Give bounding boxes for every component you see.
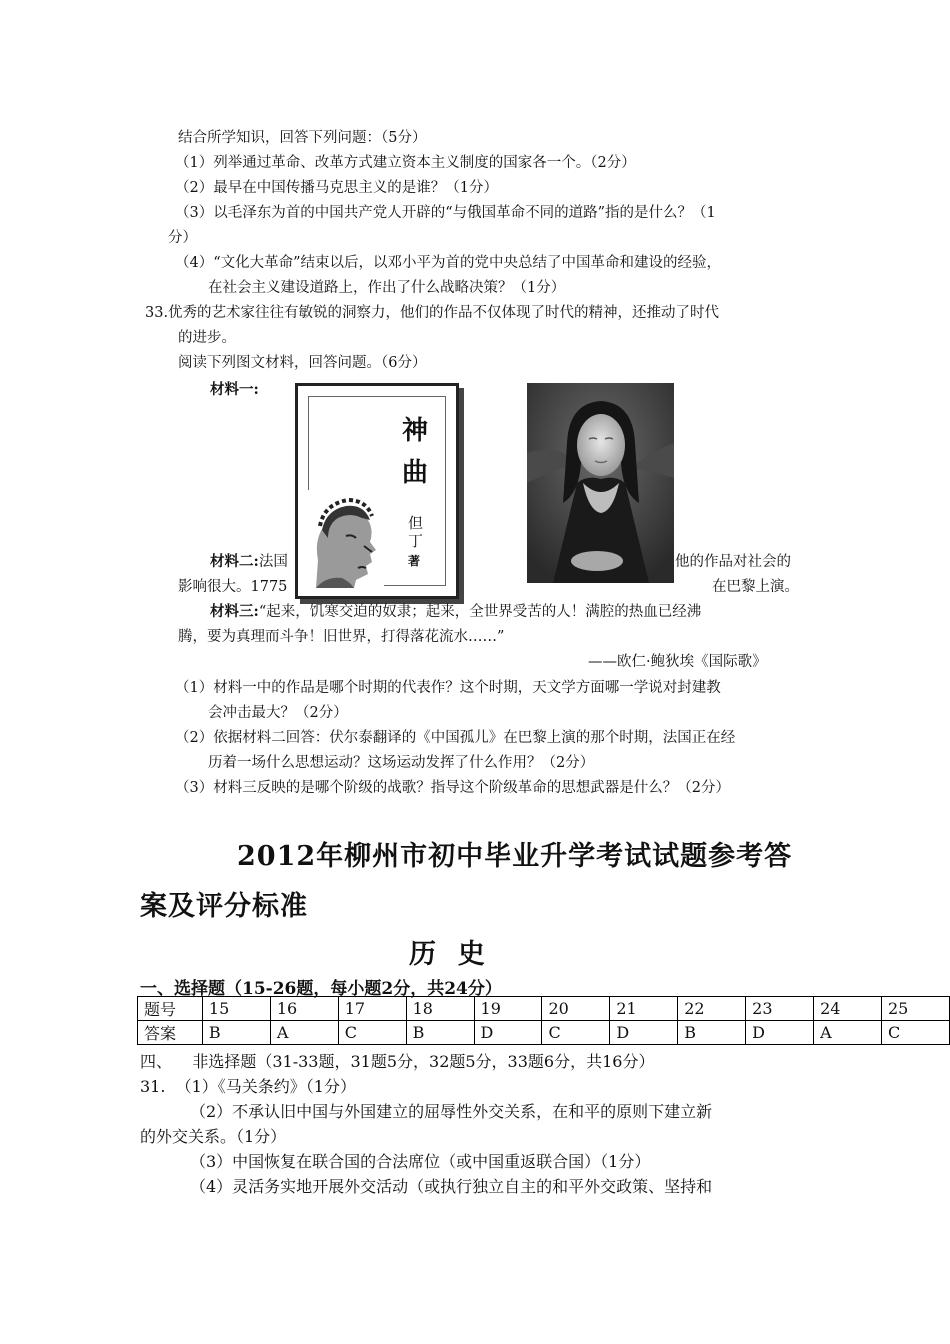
subject-title: 历 史 [409, 939, 486, 970]
answer-31-1: 31. （1）《马关条约》（1分） [140, 1077, 356, 1096]
q33-stem-cont: 的进步。 [178, 330, 236, 346]
q32-sub3: （3）以毛泽东为首的中国共产党人开辟的“与俄国革命不同的道路”指的是什么？（1 [175, 205, 716, 221]
table-cell: D [610, 1021, 678, 1045]
q33-stem: 33.优秀的艺术家往往有敏锐的洞察力，他们的作品不仅体现了时代的精神，还推动了时代 [145, 305, 720, 321]
table-cell: 22 [678, 997, 746, 1021]
answer-title-line1: 2012年柳州市初中毕业升学考试试题参考答 [237, 841, 793, 872]
q32-sub4-cont: 在社会主义建设道路上，作出了什么战略决策？（1分） [208, 280, 566, 296]
table-cell: A [814, 1021, 882, 1045]
answer-31-2: （2）不承认旧中国与外国建立的屈辱性外交关系，在和平的原则下建立新 [190, 1102, 713, 1121]
table-cell: 21 [610, 997, 678, 1021]
table-cell: 17 [338, 997, 406, 1021]
table-cell: B [678, 1021, 746, 1045]
book-author-char-1: 但 [408, 514, 424, 532]
book-cover-frame [295, 383, 459, 599]
table-cell: B [202, 1021, 270, 1045]
table-cell: D [474, 1021, 542, 1045]
section-4-heading: 四、 非选择题（31-33题，31题5分，32题5分，33题6分，共16分） [140, 1052, 655, 1071]
answer-table [137, 996, 950, 1045]
q32-sub3-cont: 分） [168, 230, 197, 246]
section-1-heading: 一、选择题（15-26题，每小题2分，共24分） [140, 979, 502, 999]
table-cell: C [338, 1021, 406, 1045]
q32-sub4: （4）“文化大革命”结束以后，以邓小平为首的党中央总结了中国革命和建设的经验， [175, 255, 722, 271]
table-row-numbers [138, 997, 950, 1021]
divine-comedy-book-cover [295, 383, 463, 601]
table-cell: 20 [542, 997, 610, 1021]
table-header-answer: 答案 [138, 1021, 203, 1045]
q33-sub3: （3）材料三反映的是哪个阶级的战歌？指导这个阶级革命的思想武器是什么？（2分） [175, 780, 730, 796]
table-cell: A [270, 1021, 338, 1045]
table-header-number: 题号 [138, 997, 203, 1021]
table-cell: 16 [270, 997, 338, 1021]
table-cell: C [881, 1021, 949, 1045]
table-cell: 25 [881, 997, 949, 1021]
dante-portrait-icon [306, 490, 384, 588]
material-3-line1 [210, 602, 701, 622]
material-2-text-c: 影响很大。1775 [178, 579, 288, 595]
q33-sub1-cont: 会冲击最大？（2分） [208, 705, 348, 721]
table-cell: 19 [474, 997, 542, 1021]
q32-intro: 结合所学知识，回答下列问题：（5分） [178, 130, 427, 146]
q32-sub1: （1）列举通过革命、改革方式建立资本主义制度的国家各一个。（2分） [175, 155, 636, 171]
table-cell: C [542, 1021, 610, 1045]
material-2-text-b: 他的作品对社会的 [675, 554, 791, 570]
answer-title-line2: 案及评分标准 [140, 891, 308, 922]
material-3-source: ——欧仁·鲍狄埃《国际歌》 [588, 654, 767, 670]
table-cell: D [746, 1021, 814, 1045]
table-cell: 15 [202, 997, 270, 1021]
table-cell: 24 [814, 997, 882, 1021]
answer-31-3: （3）中国恢复在联合国的合法席位（或中国重返联合国）（1分） [190, 1152, 651, 1171]
q33-read: 阅读下列图文材料，回答问题。（6分） [178, 355, 427, 371]
material-1-label: 材料一: [210, 381, 259, 398]
table-cell: 18 [406, 997, 474, 1021]
material-2-line1 [210, 552, 288, 572]
answer-31-2-cont: 的外交关系。（1分） [140, 1127, 287, 1146]
table-cell: 23 [746, 997, 814, 1021]
q32-sub2: （2）最早在中国传播马克思主义的是谁？（1分） [175, 180, 498, 196]
book-title-char-1: 神 [402, 416, 429, 446]
mona-lisa-painting [527, 383, 674, 583]
material-2-label: 材料二: [210, 553, 259, 570]
material-2-text-a: 法国 [258, 554, 288, 570]
material-3-label: 材料三: [210, 603, 259, 620]
book-title-char-2: 曲 [402, 458, 429, 488]
answer-31-4: （4）灵活务实地开展外交活动（或执行独立自主的和平外交政策、坚持和 [190, 1177, 713, 1196]
material-3-text-b: 腾，要为真理而斗争！旧世界，打得落花流水……” [178, 629, 505, 645]
material-3-text-a: “起来，饥寒交迫的奴隶；起来，全世界受苦的人！满腔的热血已经沸 [258, 604, 702, 620]
mona-lisa-icon [527, 383, 674, 583]
q33-sub1: （1）材料一中的作品是哪个时期的代表作？这个时期，天文学方面哪一学说对封建教 [175, 680, 721, 696]
book-author-char-2: 丁 [408, 532, 424, 550]
book-author-char-3: 著 [408, 554, 421, 568]
table-cell: B [406, 1021, 474, 1045]
table-row-answers [138, 1021, 950, 1045]
q33-sub2: （2）依据材料二回答：伏尔泰翻译的《中国孤儿》在巴黎上演的那个时期，法国正在经 [175, 730, 736, 746]
material-2-text-d: 在巴黎上演。 [712, 579, 799, 595]
q33-sub2-cont: 历着一场什么思想运动？这场运动发挥了什么作用？（2分） [208, 755, 595, 771]
